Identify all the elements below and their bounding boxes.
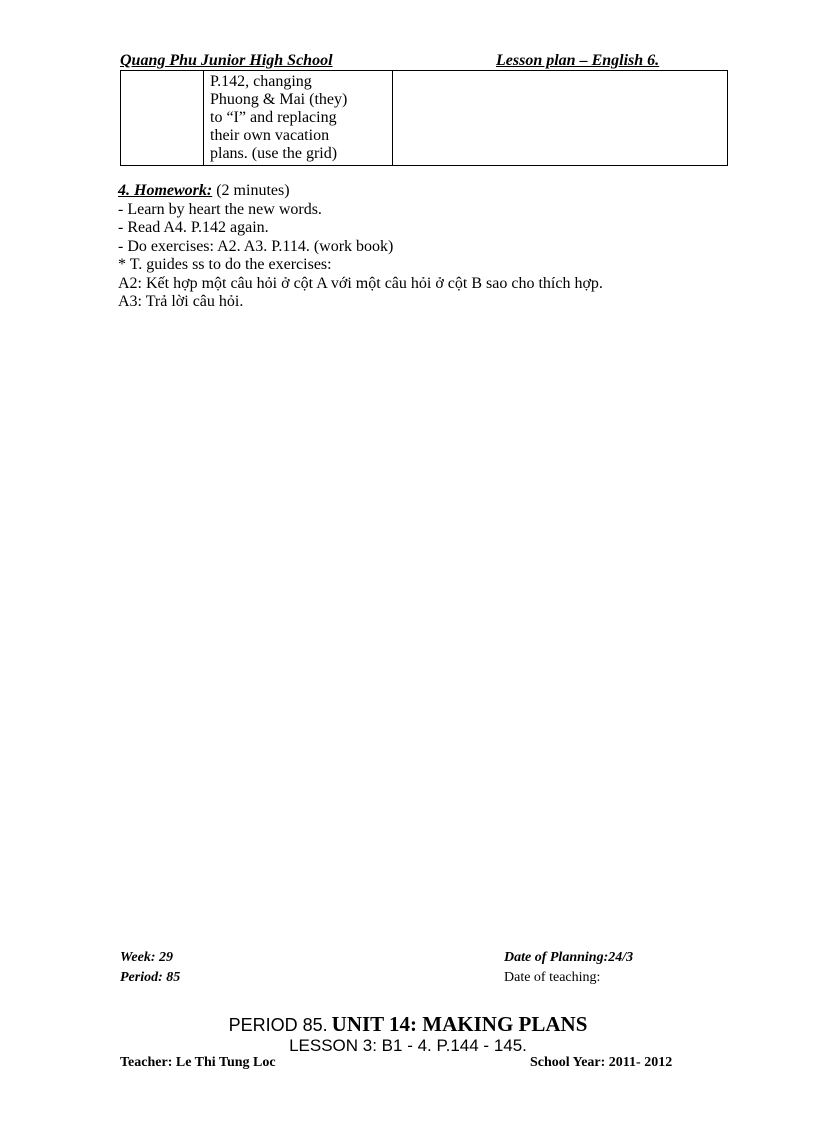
homework-duration: (2 minutes) — [216, 182, 290, 199]
table-row — [121, 71, 728, 166]
activity-line: plans. (use the grid) — [210, 145, 338, 162]
activity-line: Phuong & Mai (they) — [210, 91, 348, 108]
header-plan: Lesson plan – English 6. — [496, 52, 660, 69]
homework-line: - Read A4. P.142 again. — [118, 219, 269, 236]
table-cell-activity — [204, 71, 393, 166]
table-cell-notes — [393, 71, 728, 166]
homework-heading — [118, 182, 603, 201]
unit-title: UNIT 14: MAKING PLANS — [331, 1012, 588, 1036]
activity-line: their own vacation — [210, 127, 330, 144]
homework-line: A3: Trả lời câu hỏi. — [118, 293, 244, 310]
footer-teacher: Teacher: Le Thi Tung Loc — [120, 1055, 276, 1070]
lesson-subtitle: LESSON 3: B1 - 4. P.144 - 145. — [289, 1036, 527, 1055]
homework-line: - Learn by heart the new words. — [118, 200, 322, 218]
homework-line: - Do exercises: A2. A3. P.114. (work book) — [118, 237, 394, 255]
period-prefix: PERIOD 85. — [228, 1015, 328, 1035]
lesson-table — [120, 70, 728, 166]
activity-line: P.142, changing — [210, 73, 312, 90]
homework-section — [118, 182, 603, 312]
header-school: Quang Phu Junior High School — [120, 52, 333, 69]
date-of-teaching: Date of teaching: — [504, 970, 601, 985]
activity-line: to “I” and replacing — [210, 109, 337, 126]
footer-school-year: School Year: 2011- 2012 — [530, 1055, 673, 1070]
homework-title: 4. Homework: — [118, 182, 213, 199]
week-label: Week: 29 — [120, 950, 173, 965]
date-of-planning: Date of Planning:24/3 — [504, 950, 634, 965]
table-cell-stage — [121, 71, 204, 166]
lesson-title — [0, 1012, 816, 1037]
homework-line: * T. guides ss to do the exercises: — [118, 256, 332, 273]
period-label: Period: 85 — [120, 970, 181, 985]
homework-line: A2: Kết hợp một câu hỏi ở cột A với một câu hỏi ở cột B sao cho thích hợp. — [118, 274, 603, 292]
